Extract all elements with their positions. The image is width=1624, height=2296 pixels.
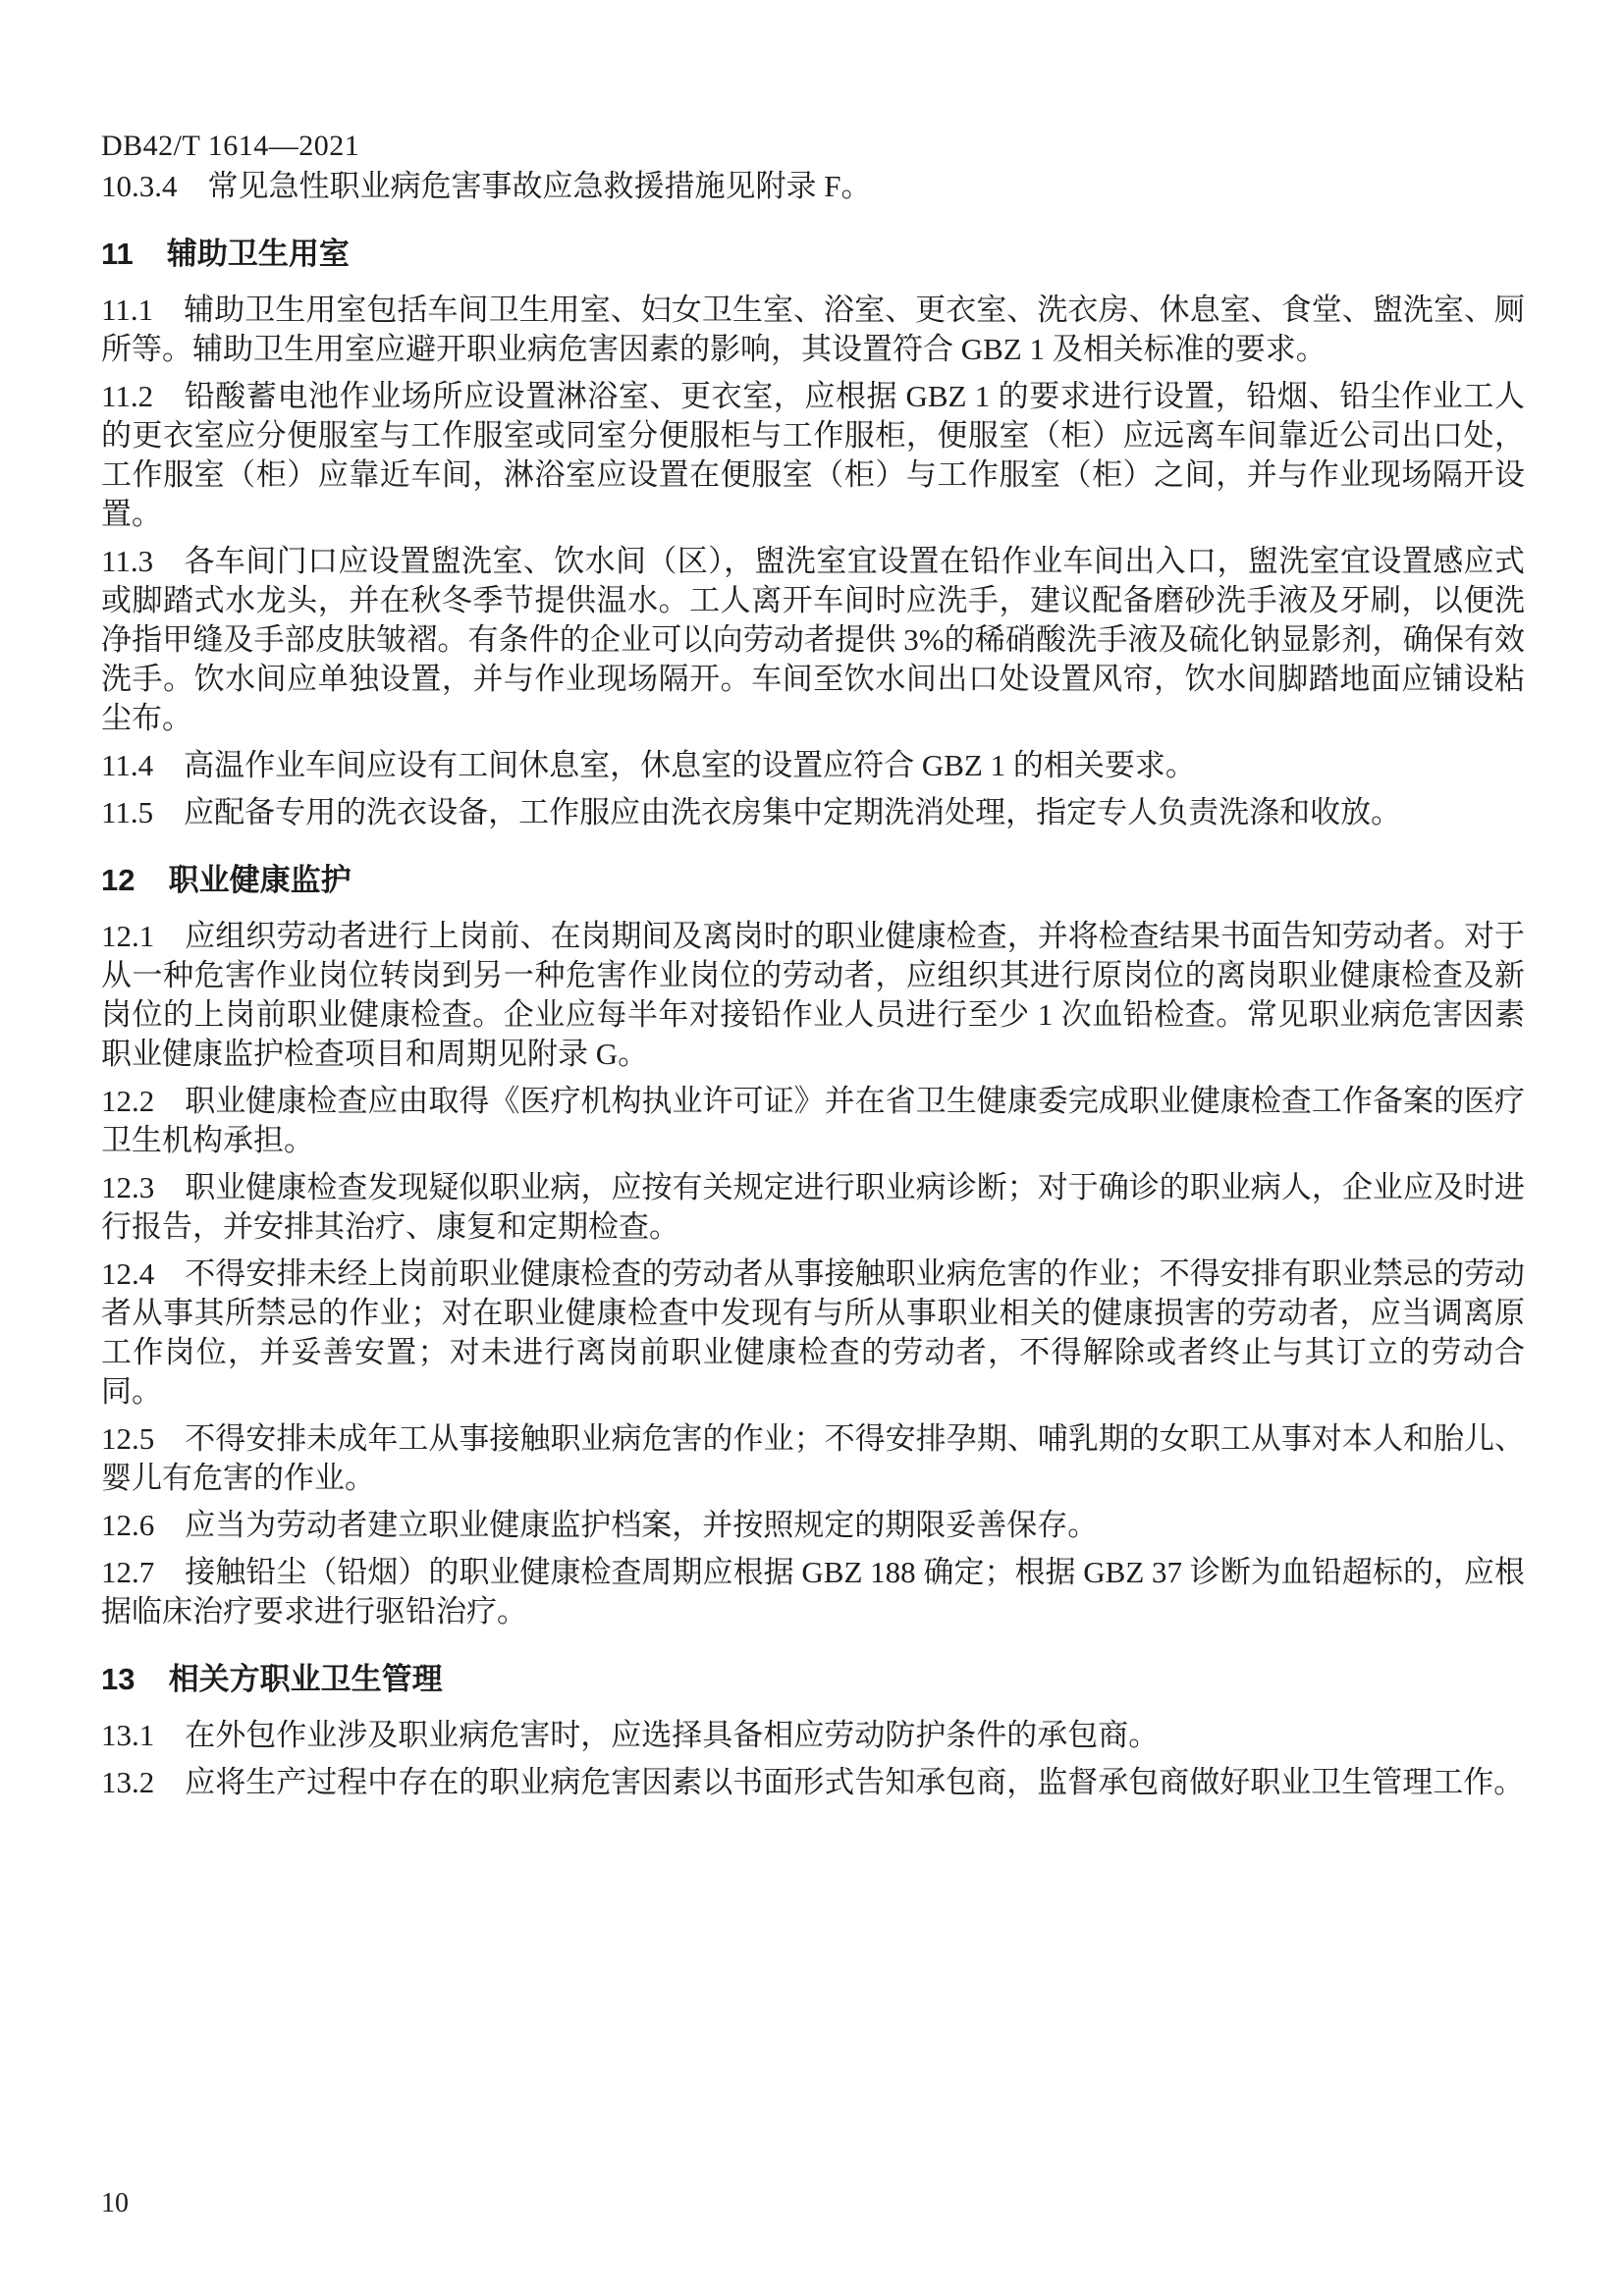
clause-number: 13.1	[101, 1718, 155, 1752]
doc-number: DB42/T 1614—2021	[101, 130, 360, 162]
clause-text: 应将生产过程中存在的职业病危害因素以书面形式告知承包商，监督承包商做好职业卫生管理工作。	[185, 1765, 1525, 1799]
clause-text: 在外包作业涉及职业病危害时，应选择具备相应劳动防护条件的承包商。	[185, 1718, 1160, 1752]
clause-text: 各车间门口应设置盥洗室、饮水间（区），盥洗室宜设置在铅作业车间出入口，盥洗室宜设置感应式或脚踏式水龙头，并在秋冬季节提供温水。工人离开车间时应洗手，建议配备磨砂洗手液及牙刷，以便洗净指甲缝及手部皮肤皱褶。有条件的企业可以向劳动者提供 3%的稀硝酸洗手液及硫化钠显影剂，确保有效洗手。饮水间应单独设置，并与作业现场隔开。车间至饮水间出口处设置风帘，饮水间脚踏地面应铺设粘尘布。	[101, 544, 1525, 735]
clause-paragraph	[101, 542, 1525, 738]
clause-number: 11.1	[101, 293, 154, 327]
clause-number: 11.5	[101, 795, 154, 829]
clause-paragraph	[101, 917, 1525, 1074]
clause-text: 不得安排未经上岗前职业健康检查的劳动者从事接触职业病危害的作业；不得安排有职业禁忌的劳动者从事其所禁忌的作业；对在职业健康检查中发现有与所从事职业相关的健康损害的劳动者，应当调离原工作岗位，并妥善安置；对未进行离岗前职业健康检查的劳动者，不得解除或者终止与其订立的劳动合同。	[101, 1256, 1525, 1409]
clause-text: 高温作业车间应设有工间休息室，休息室的设置应符合 GBZ 1 的相关要求。	[184, 748, 1196, 782]
clause-paragraph	[101, 1255, 1525, 1412]
clause-paragraph	[101, 746, 1525, 785]
clause-number: 11.2	[101, 379, 154, 413]
clause-number: 12.7	[101, 1555, 155, 1589]
clause-text: 职业健康检查应由取得《医疗机构执业许可证》并在省卫生健康委完成职业健康检查工作备案的医疗卫生机构承担。	[101, 1084, 1525, 1157]
section-number: 11	[101, 237, 134, 271]
clause-number: 12.1	[101, 919, 155, 953]
clause-text: 应当为劳动者建立职业健康监护档案，并按照规定的期限妥善保存。	[185, 1508, 1099, 1542]
section-title: 相关方职业卫生管理	[168, 1662, 443, 1696]
clause-number: 12.2	[101, 1084, 155, 1118]
clause-paragraph	[101, 1716, 1525, 1755]
section-heading	[101, 860, 1525, 901]
clause-number: 11.3	[101, 544, 154, 578]
clause-number: 12.5	[101, 1421, 155, 1456]
section-heading	[101, 1659, 1525, 1700]
section-number: 12	[101, 863, 135, 897]
clause-paragraph	[101, 1168, 1525, 1247]
section-number: 13	[101, 1662, 135, 1696]
clause-paragraph	[101, 377, 1525, 534]
clause-number: 13.2	[101, 1765, 155, 1799]
clause-text: 常见急性职业病危害事故应急救援措施见附录 F。	[207, 169, 872, 203]
clause-text: 应组织劳动者进行上岗前、在岗期间及离岗时的职业健康检查，并将检查结果书面告知劳动者。对于从一种危害作业岗位转岗到另一种危害作业岗位的劳动者，应组织其进行原岗位的离岗职业健康检查及新岗位的上岗前职业健康检查。企业应每半年对接铅作业人员进行至少 1 次血铅检查。常见职业病危害因素职业健康监护检查项目和周期见附录 G。	[101, 919, 1525, 1071]
page-number: 10	[101, 2188, 129, 2218]
clause-paragraph	[101, 1763, 1525, 1802]
clause-paragraph	[101, 1419, 1525, 1498]
clause-number: 12.6	[101, 1508, 155, 1542]
clause-paragraph	[101, 1553, 1525, 1631]
clause-paragraph	[101, 291, 1525, 369]
clause-text: 铅酸蓄电池作业场所应设置淋浴室、更衣室，应根据 GBZ 1 的要求进行设置，铅烟、铅尘作业工人的更衣室应分便服室与工作服室或同室分便服柜与工作服柜，便服室（柜）应远离车间靠近公司出口处，工作服室（柜）应靠近车间，淋浴室应设置在便服室（柜）与工作服室（柜）之间，并与作业现场隔开设置。	[101, 379, 1525, 531]
section-title: 辅助卫生用室	[166, 237, 350, 271]
clause-number: 11.4	[101, 748, 154, 782]
document-footer	[101, 2188, 129, 2219]
clause-text: 接触铅尘（铅烟）的职业健康检查周期应根据 GBZ 188 确定；根据 GBZ 37 诊断为血铅超标的，应根据临床治疗要求进行驱铅治疗。	[101, 1555, 1525, 1629]
clause-paragraph	[101, 1506, 1525, 1545]
clause-paragraph	[101, 167, 1525, 206]
document-header	[101, 130, 1526, 163]
clause-paragraph	[101, 1082, 1525, 1160]
clause-paragraph	[101, 793, 1525, 832]
clause-text: 应配备专用的洗衣设备，工作服应由洗衣房集中定期洗消处理，指定专人负责洗涤和收放。	[184, 795, 1402, 829]
clause-text: 不得安排未成年工从事接触职业病危害的作业；不得安排孕期、哺乳期的女职工从事对本人和胎儿、婴儿有危害的作业。	[101, 1421, 1525, 1495]
section-heading	[101, 234, 1525, 275]
clause-text: 辅助卫生用室包括车间卫生用室、妇女卫生室、浴室、更衣室、洗衣房、休息室、食堂、盥洗室、厕所等。辅助卫生用室应避开职业病危害因素的影响，其设置符合 GBZ 1 及相关标准的要求。	[101, 293, 1525, 366]
clause-number: 10.3.4	[101, 169, 178, 203]
clause-number: 12.4	[101, 1256, 155, 1291]
section-title: 职业健康监护	[168, 863, 352, 897]
clause-text: 职业健康检查发现疑似职业病，应按有关规定进行职业病诊断；对于确诊的职业病人，企业应及时进行报告，并安排其治疗、康复和定期检查。	[101, 1170, 1525, 1244]
clause-number: 12.3	[101, 1170, 155, 1204]
document-body	[101, 167, 1525, 1810]
